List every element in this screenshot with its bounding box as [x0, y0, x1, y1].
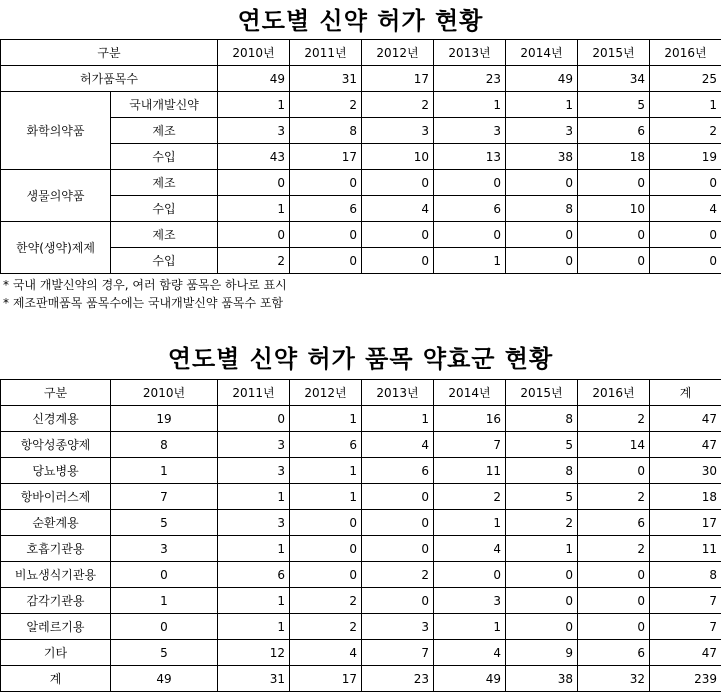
row-label-cell[interactable]: 제조 — [111, 222, 218, 248]
value-cell[interactable]: 7 — [650, 588, 721, 614]
row-label-cell[interactable]: 호흡기관용 — [1, 536, 111, 562]
value-cell[interactable]: 3 — [218, 458, 290, 484]
value-cell[interactable]: 2 — [290, 614, 362, 640]
row-label-cell[interactable]: 수입 — [111, 144, 218, 170]
value-cell[interactable]: 17 — [290, 666, 362, 692]
value-cell[interactable]: 8 — [111, 432, 218, 458]
value-cell[interactable]: 3 — [434, 588, 506, 614]
value-cell[interactable]: 19 — [111, 406, 218, 432]
table1-data-row — [1, 92, 721, 118]
value-cell[interactable]: 1 — [434, 614, 506, 640]
value-cell[interactable]: 5 — [506, 432, 578, 458]
value-cell[interactable]: 0 — [362, 588, 434, 614]
table2-header-row — [1, 380, 721, 406]
value-cell[interactable]: 2 — [578, 536, 650, 562]
note-line: * 제조판매품목 품목수에는 국내개발신약 품목수 포함 — [3, 296, 284, 310]
value-cell[interactable]: 1 — [218, 92, 290, 118]
value-cell[interactable]: 34 — [578, 66, 650, 92]
table2-data-row — [1, 666, 721, 692]
value-cell[interactable]: 0 — [506, 170, 578, 196]
value-cell[interactable]: 6 — [578, 640, 650, 666]
value-cell[interactable]: 1 — [434, 92, 506, 118]
value-cell[interactable]: 0 — [650, 170, 721, 196]
header-cell-year[interactable]: 2010년 — [218, 40, 290, 66]
value-cell[interactable]: 0 — [650, 222, 721, 248]
value-cell[interactable]: 6 — [578, 510, 650, 536]
table1-data-row — [1, 170, 721, 196]
row-label-cell[interactable]: 비뇨생식기관용 — [1, 562, 111, 588]
value-cell[interactable]: 49 — [111, 666, 218, 692]
value-cell[interactable]: 0 — [218, 170, 290, 196]
header-cell-year[interactable]: 계 — [650, 380, 721, 406]
value-cell[interactable]: 1 — [290, 458, 362, 484]
value-cell[interactable]: 0 — [362, 170, 434, 196]
efficacy-group-table — [0, 379, 721, 692]
value-cell[interactable]: 38 — [506, 666, 578, 692]
header-cell-year[interactable]: 2012년 — [362, 40, 434, 66]
value-cell[interactable]: 0 — [362, 248, 434, 274]
table2-data-row — [1, 458, 721, 484]
value-cell[interactable]: 49 — [506, 66, 578, 92]
table1-total-row — [1, 66, 721, 92]
value-cell[interactable]: 16 — [434, 406, 506, 432]
value-cell[interactable]: 49 — [218, 66, 290, 92]
value-cell[interactable]: 5 — [111, 510, 218, 536]
value-cell[interactable]: 0 — [290, 222, 362, 248]
value-cell[interactable]: 6 — [218, 562, 290, 588]
value-cell[interactable]: 11 — [434, 458, 506, 484]
table2-data-row — [1, 588, 721, 614]
table2-title: 연도별 신약 허가 품목 약효군 현황 — [167, 345, 554, 373]
value-cell[interactable]: 2 — [218, 248, 290, 274]
value-cell[interactable]: 17 — [362, 66, 434, 92]
value-cell[interactable]: 13 — [434, 144, 506, 170]
value-cell[interactable]: 1 — [362, 406, 434, 432]
note-line: * 국내 개발신약의 경우, 여러 함량 품목은 하나로 표시 — [3, 278, 287, 292]
value-cell[interactable]: 31 — [290, 66, 362, 92]
value-cell[interactable]: 6 — [434, 196, 506, 222]
value-cell[interactable]: 4 — [362, 196, 434, 222]
value-cell[interactable]: 3 — [362, 614, 434, 640]
value-cell[interactable]: 4 — [650, 196, 721, 222]
group-label-cell[interactable]: 화학의약품 — [1, 92, 111, 170]
value-cell[interactable]: 0 — [290, 170, 362, 196]
header-cell-year[interactable]: 2011년 — [290, 40, 362, 66]
row-label-cell[interactable]: 기타 — [1, 640, 111, 666]
value-cell[interactable]: 3 — [218, 510, 290, 536]
value-cell[interactable]: 5 — [578, 92, 650, 118]
table2-data-row — [1, 562, 721, 588]
value-cell[interactable]: 0 — [434, 170, 506, 196]
value-cell[interactable]: 0 — [434, 222, 506, 248]
row-label-cell[interactable]: 순환계용 — [1, 510, 111, 536]
value-cell[interactable]: 1 — [218, 196, 290, 222]
value-cell[interactable]: 239 — [650, 666, 721, 692]
header-cell-year[interactable]: 2011년 — [218, 380, 290, 406]
value-cell[interactable]: 0 — [578, 170, 650, 196]
value-cell[interactable]: 0 — [290, 562, 362, 588]
value-cell[interactable]: 1 — [218, 536, 290, 562]
value-cell[interactable]: 6 — [290, 196, 362, 222]
row-label-cell[interactable]: 신경계용 — [1, 406, 111, 432]
value-cell[interactable]: 3 — [362, 118, 434, 144]
value-cell[interactable]: 2 — [434, 484, 506, 510]
value-cell[interactable]: 11 — [650, 536, 721, 562]
value-cell[interactable]: 2 — [290, 588, 362, 614]
value-cell[interactable]: 3 — [506, 118, 578, 144]
value-cell[interactable]: 1 — [506, 92, 578, 118]
value-cell[interactable]: 1 — [111, 588, 218, 614]
value-cell[interactable]: 0 — [434, 562, 506, 588]
value-cell[interactable]: 0 — [362, 536, 434, 562]
value-cell[interactable]: 7 — [111, 484, 218, 510]
value-cell[interactable]: 17 — [650, 510, 721, 536]
value-cell[interactable]: 7 — [362, 640, 434, 666]
value-cell[interactable]: 0 — [506, 248, 578, 274]
header-cell-year[interactable]: 2013년 — [434, 40, 506, 66]
value-cell[interactable]: 2 — [362, 92, 434, 118]
row-label-cell[interactable]: 제조 — [111, 118, 218, 144]
table1-notes — [3, 276, 287, 312]
value-cell[interactable]: 23 — [362, 666, 434, 692]
value-cell[interactable]: 0 — [578, 222, 650, 248]
value-cell[interactable]: 0 — [578, 588, 650, 614]
row-label-cell[interactable]: 제조 — [111, 170, 218, 196]
header-cell-year[interactable]: 2015년 — [578, 40, 650, 66]
value-cell[interactable]: 3 — [111, 536, 218, 562]
value-cell[interactable]: 0 — [578, 458, 650, 484]
value-cell[interactable]: 49 — [434, 666, 506, 692]
header-cell-year[interactable]: 2014년 — [506, 40, 578, 66]
header-cell-year[interactable]: 2015년 — [506, 380, 578, 406]
table2-data-row — [1, 406, 721, 432]
table1-data-row — [1, 222, 721, 248]
value-cell[interactable]: 6 — [362, 458, 434, 484]
value-cell[interactable]: 0 — [506, 588, 578, 614]
table2-data-row — [1, 536, 721, 562]
table1-title: 연도별 신약 허가 현황 — [237, 7, 484, 35]
row-label-cell[interactable]: 국내개발신약 — [111, 92, 218, 118]
value-cell[interactable]: 0 — [218, 406, 290, 432]
value-cell[interactable]: 1 — [290, 484, 362, 510]
row-label-cell[interactable]: 당뇨병용 — [1, 458, 111, 484]
value-cell[interactable]: 31 — [218, 666, 290, 692]
value-cell[interactable]: 3 — [434, 118, 506, 144]
value-cell[interactable]: 25 — [650, 66, 721, 92]
value-cell[interactable]: 7 — [650, 614, 721, 640]
value-cell[interactable]: 0 — [362, 222, 434, 248]
value-cell[interactable]: 4 — [290, 640, 362, 666]
table2-data-row — [1, 432, 721, 458]
header-cell-year[interactable]: 2016년 — [650, 40, 721, 66]
value-cell[interactable]: 1 — [218, 484, 290, 510]
row-label-cell[interactable]: 수입 — [111, 196, 218, 222]
value-cell[interactable]: 0 — [290, 536, 362, 562]
value-cell[interactable]: 2 — [650, 118, 721, 144]
value-cell[interactable]: 1 — [218, 614, 290, 640]
value-cell[interactable]: 10 — [362, 144, 434, 170]
value-cell[interactable]: 2 — [290, 92, 362, 118]
value-cell[interactable]: 10 — [578, 196, 650, 222]
value-cell[interactable]: 1 — [434, 510, 506, 536]
value-cell[interactable]: 4 — [434, 536, 506, 562]
row-label-cell[interactable]: 감각기관용 — [1, 588, 111, 614]
value-cell[interactable]: 5 — [111, 640, 218, 666]
table2-body — [1, 380, 721, 692]
value-cell[interactable]: 0 — [506, 222, 578, 248]
value-cell[interactable]: 0 — [111, 562, 218, 588]
value-cell[interactable]: 6 — [578, 118, 650, 144]
value-cell[interactable]: 3 — [218, 118, 290, 144]
table2-data-row — [1, 614, 721, 640]
table2-data-row — [1, 510, 721, 536]
value-cell[interactable]: 0 — [290, 510, 362, 536]
value-cell[interactable]: 0 — [578, 614, 650, 640]
value-cell[interactable]: 30 — [650, 458, 721, 484]
value-cell[interactable]: 17 — [290, 144, 362, 170]
value-cell[interactable]: 18 — [578, 144, 650, 170]
value-cell[interactable]: 1 — [290, 406, 362, 432]
row-label-cell[interactable]: 알레르기용 — [1, 614, 111, 640]
header-cell-category[interactable]: 구분 — [1, 40, 218, 66]
value-cell[interactable]: 18 — [650, 484, 721, 510]
table2-data-row — [1, 484, 721, 510]
row-label-cell[interactable]: 계 — [1, 666, 111, 692]
value-cell[interactable]: 0 — [578, 248, 650, 274]
row-label-cell[interactable]: 항악성종양제 — [1, 432, 111, 458]
header-cell-year[interactable]: 2016년 — [578, 380, 650, 406]
group-label-cell[interactable]: 생물의약품 — [1, 170, 111, 222]
value-cell[interactable]: 2 — [578, 406, 650, 432]
header-cell-year[interactable]: 2014년 — [434, 380, 506, 406]
value-cell[interactable]: 0 — [218, 222, 290, 248]
approval-status-table — [0, 39, 721, 274]
header-cell-year[interactable]: 2013년 — [362, 380, 434, 406]
value-cell[interactable]: 43 — [218, 144, 290, 170]
value-cell[interactable]: 2 — [506, 510, 578, 536]
value-cell[interactable]: 0 — [578, 562, 650, 588]
row-label-cell[interactable]: 항바이러스제 — [1, 484, 111, 510]
value-cell[interactable]: 47 — [650, 406, 721, 432]
table1-header-row — [1, 40, 721, 66]
value-cell[interactable]: 19 — [650, 144, 721, 170]
value-cell[interactable]: 0 — [362, 510, 434, 536]
value-cell[interactable]: 1 — [434, 248, 506, 274]
header-cell-year[interactable]: 2012년 — [290, 380, 362, 406]
table1-body — [1, 40, 721, 274]
value-cell[interactable]: 0 — [650, 248, 721, 274]
value-cell[interactable]: 1 — [111, 458, 218, 484]
value-cell[interactable]: 8 — [290, 118, 362, 144]
value-cell[interactable]: 47 — [650, 640, 721, 666]
value-cell[interactable]: 6 — [290, 432, 362, 458]
value-cell[interactable]: 8 — [506, 406, 578, 432]
value-cell[interactable]: 8 — [506, 196, 578, 222]
value-cell[interactable]: 0 — [506, 614, 578, 640]
value-cell[interactable]: 1 — [650, 92, 721, 118]
value-cell[interactable]: 3 — [218, 432, 290, 458]
table2-data-row — [1, 640, 721, 666]
header-cell-category[interactable]: 구분 — [1, 380, 111, 406]
value-cell[interactable]: 0 — [362, 484, 434, 510]
value-cell[interactable]: 1 — [506, 536, 578, 562]
value-cell[interactable]: 47 — [650, 432, 721, 458]
value-cell[interactable]: 8 — [650, 562, 721, 588]
value-cell[interactable]: 38 — [506, 144, 578, 170]
value-cell[interactable]: 5 — [506, 484, 578, 510]
value-cell[interactable]: 12 — [218, 640, 290, 666]
value-cell[interactable]: 0 — [506, 562, 578, 588]
value-cell[interactable]: 32 — [578, 666, 650, 692]
header-cell-year[interactable]: 2010년 — [111, 380, 218, 406]
value-cell[interactable]: 14 — [578, 432, 650, 458]
value-cell[interactable]: 4 — [434, 640, 506, 666]
value-cell[interactable]: 1 — [218, 588, 290, 614]
value-cell[interactable]: 8 — [506, 458, 578, 484]
value-cell[interactable]: 7 — [434, 432, 506, 458]
value-cell[interactable]: 9 — [506, 640, 578, 666]
value-cell[interactable]: 2 — [578, 484, 650, 510]
value-cell[interactable]: 0 — [290, 248, 362, 274]
row-label-cell[interactable]: 수입 — [111, 248, 218, 274]
value-cell[interactable]: 0 — [111, 614, 218, 640]
value-cell[interactable]: 2 — [362, 562, 434, 588]
group-label-cell[interactable]: 한약(생약)제제 — [1, 222, 111, 274]
row-label-cell[interactable]: 허가품목수 — [1, 66, 218, 92]
value-cell[interactable]: 23 — [434, 66, 506, 92]
value-cell[interactable]: 4 — [362, 432, 434, 458]
